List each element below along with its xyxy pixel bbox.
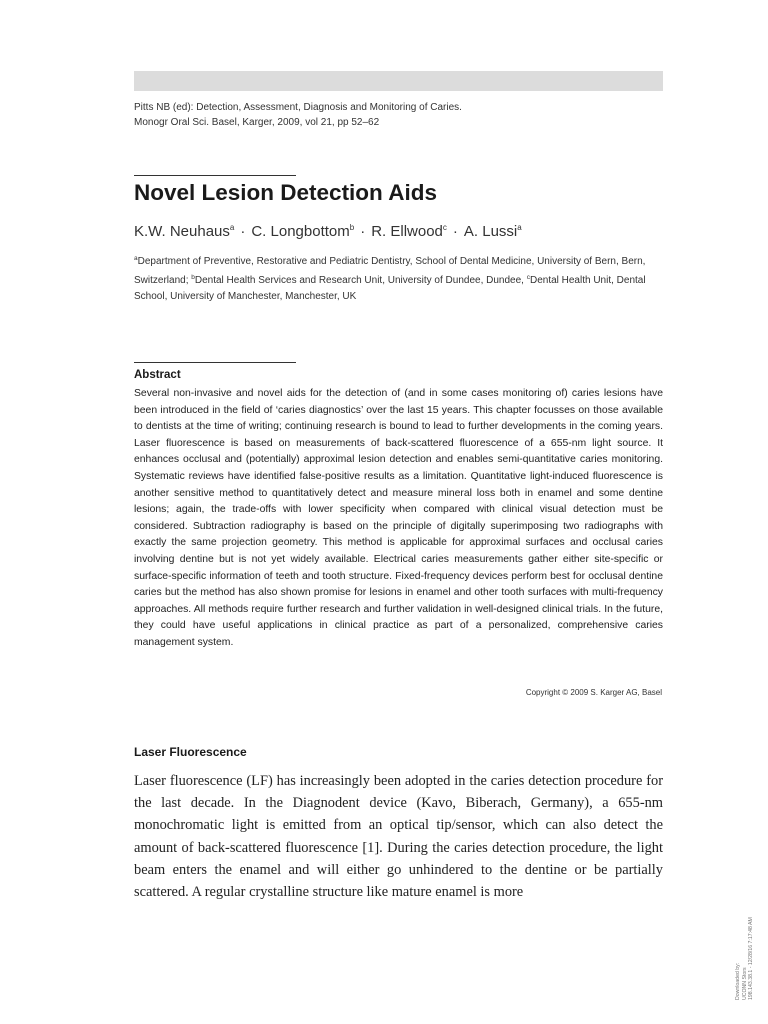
author-list [134,223,522,240]
abstract-heading: Abstract [134,369,181,381]
author-separator: · [452,223,458,240]
watermark-line-1: Downloaded by: [735,962,741,1000]
affil-mark: a [134,255,138,262]
affiliations [134,251,663,305]
author-affil-mark: a [229,223,235,232]
affil-mark: c [526,274,530,281]
affil-text: Dental Health Unit, Dental School, University of Manchester, Manchester, UK [134,275,646,302]
section-body-text: Laser fluorescence (LF) has increasingly been adopted in the caries detection procedure for the last decade. In the Diagnodent device (Kavo, Biberach, Germany), a 655-nm monochromatic light is emitted from an optical tip/sensor, which can also detect the amount of back-scattered fluorescence [1]. During the caries detection procedure, the light beam enters the enamel and will either go unhindered to the dentine or be partially scattered. A regular crystalline structure like mature enamel is more [134,773,663,901]
author-affil-mark: c [442,223,447,232]
citation-line-1: Pitts NB (ed): Detection, Assessment, Diagnosis and Monitoring of Caries. [134,102,462,113]
affil-mark: b [191,274,195,281]
author-affil-mark: b [349,223,355,232]
author-affil-mark: a [517,223,522,232]
article-title: Novel Lesion Detection Aids [134,180,437,205]
section-heading: Laser Fluorescence [134,745,247,759]
author-separator: · [240,223,246,240]
author-name: A. Lussi [463,223,518,240]
watermark-line-2: UCONN Stors [741,967,748,1000]
citation-line-2: Monogr Oral Sci. Basel, Karger, 2009, vol 21, pp 52–62 [134,117,380,128]
author-name: R. Ellwood [371,223,443,240]
author-name: K.W. Neuhaus [134,223,230,240]
author-name: C. Longbottom [251,223,350,240]
watermark-line-3: 198.143.38.1 - 12/28/16 7:17:48 AM [748,917,754,1000]
author-separator: · [360,223,366,240]
affil-text: Dental Health Services and Research Unit, University of Dundee, Dundee, [194,275,527,286]
download-watermark [735,917,755,1000]
abstract-text: Several non-invasive and novel aids for the detection of (and in some cases monitoring of) caries lesions have been introduced in the field of ‘caries diagnostics’ over the last 15 years. This chapter focusses on those available to dentists at the time of writing; continuing research is bound to lead to further developments in the coming years. Laser fluorescence is based on measurements of back-scattered fluorescence of a 655-nm light source. It enhances occlusal and (potentially) approximal lesion detection and enables semi-quantitative caries monitoring. Systematic reviews have identified false-positive results as a limitation. Quantitative light-induced fluorescence is another sensitive method to quantitatively detect and measure mineral loss both in enamel and some dentine lesions; again, the trade-offs with lower specificity when compared with clinical visual detection must be considered. Subtraction radiography is based on the principle of digitally superimposing two radiographs with exactly the same projection geometry. This method is applicable for approximal surfaces and occlusal caries involving dentine but is not yet widely available. Electrical caries measurements gather either site-specific or surface-specific information of teeth and tooth structure. Fixed-frequency devices perform best for occlusal dentine caries but the method has also shown promise for lesions in enamel and other tooth surfaces with multi-frequency approaches. All methods require further research and further validation in well-designed clinical trials. In the future, they could have useful applications in clinical practice as part of a personalized, comprehensive caries management system. [134,388,663,648]
header-bar [134,71,663,91]
citation [134,100,663,130]
abstract-rule [134,362,296,363]
copyright-notice: Copyright © 2009 S. Karger AG, Basel [525,688,662,697]
title-rule [134,175,296,176]
affil-text: Department of Preventive, Restorative and Pediatric Dentistry, School of Dental Medicine, University of Bern, Bern, Switzerland; [134,256,646,286]
